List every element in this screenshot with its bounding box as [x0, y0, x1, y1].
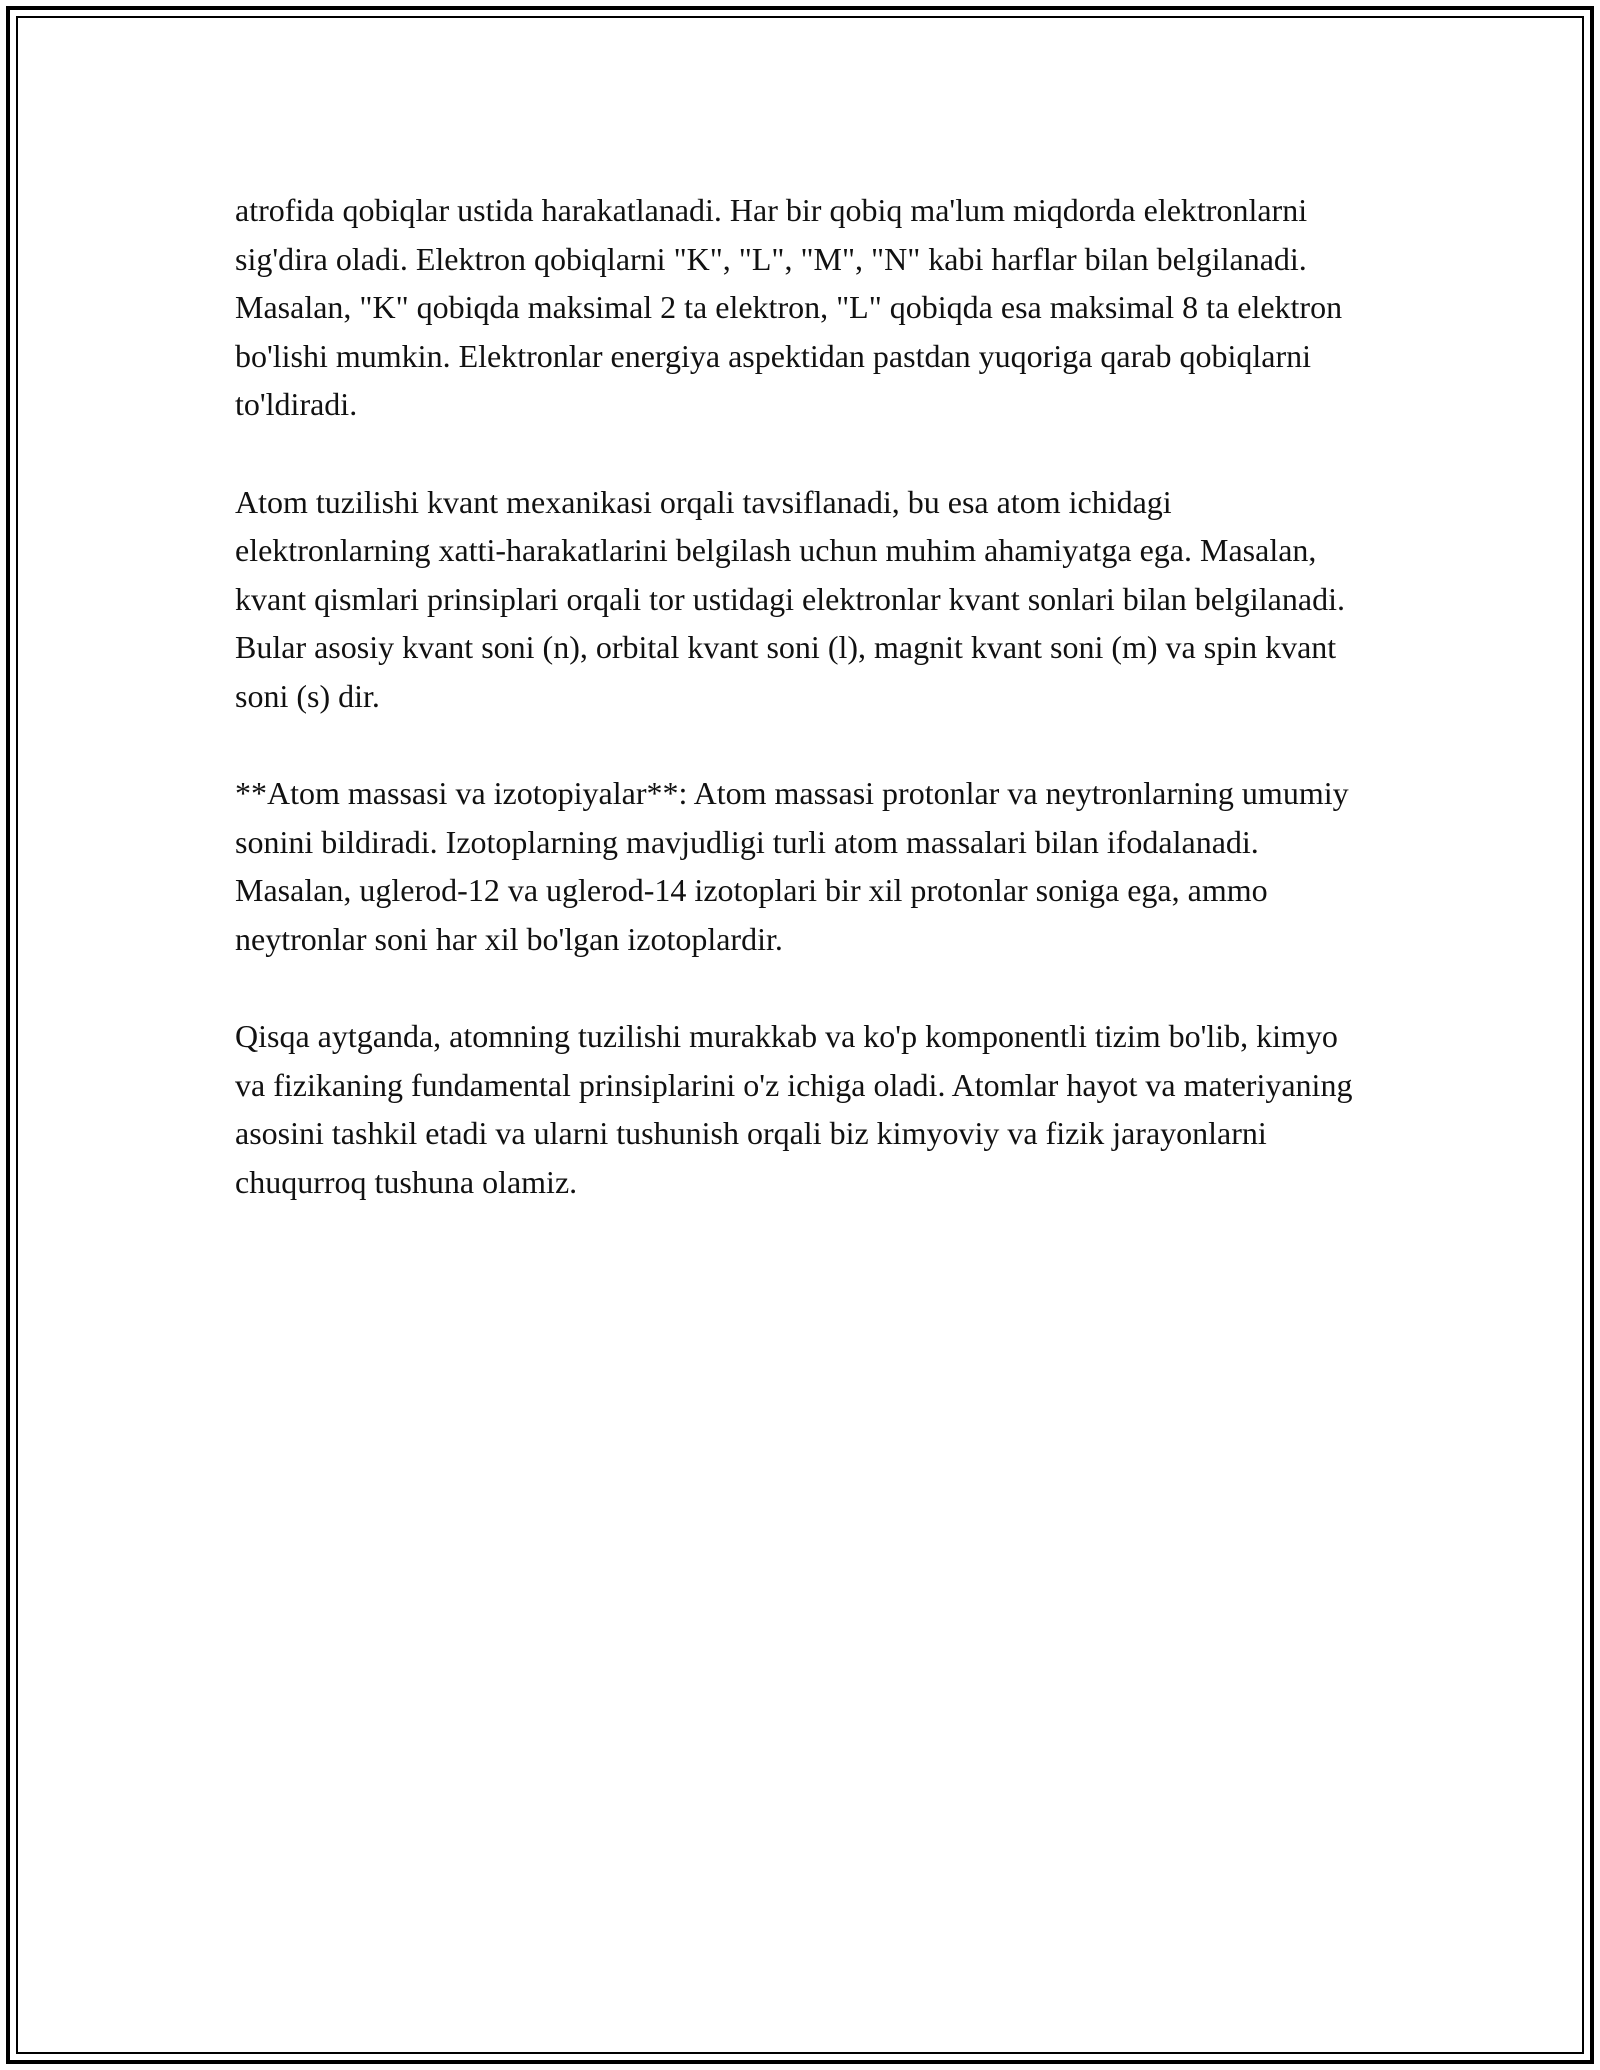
paragraph-summary: Qisqa aytganda, atomning tuzilishi murakkab va ko'p komponentli tizim bo'lib, kimyo va fizikaning fundamental prinsiplarini o'z ichiga oladi. Atomlar hayot va materiyaning asosini tashkil etadi va ularni tushunish orqali biz kimyoviy va fizik jarayonlarni chuqurroq tushuna olamiz. — [235, 1018, 1353, 1200]
paragraph-atomic-mass-isotopes: **Atom massasi va izotopiyalar**: Atom massasi protonlar va neytronlarning umumiy sonini bildiradi. Izotoplarning mavjudligi turli atom massalari bilan ifodalanadi. Masalan, uglerod-12 va uglerod-14 izotoplari bir xil protonlar soniga ega, ammo neytronlar soni har xil bo'lgan izotoplardir. — [235, 775, 1349, 957]
document-body — [235, 186, 1375, 1255]
paragraph-electron-shells: atrofida qobiqlar ustida harakatlanadi. Har bir qobiq ma'lum miqdorda elektronlarni sig'dira oladi. Elektron qobiqlarni "K", "L", "M", "N" kabi harflar bilan belgilanadi. Masalan, "K" qobiqda maksimal 2 ta elektron, "L" qobiqda esa maksimal 8 ta elektron bo'lishi mumkin. Elektronlar energiya aspektidan pastdan yuqoriga qarab qobiqlarni to'ldiradi. — [235, 192, 1343, 422]
paragraph-quantum-mechanics: Atom tuzilishi kvant mexanikasi orqali tavsiflanadi, bu esa atom ichidagi elektronlarning xatti-harakatlarini belgilash uchun muhim ahamiyatga ega. Masalan, kvant qismlari prinsiplari orqali tor ustidagi elektronlar kvant sonlari bilan belgilanadi. Bular asosiy kvant soni (n), orbital kvant soni (l), magnit kvant soni (m) va spin kvant soni (s) dir. — [235, 483, 1345, 714]
